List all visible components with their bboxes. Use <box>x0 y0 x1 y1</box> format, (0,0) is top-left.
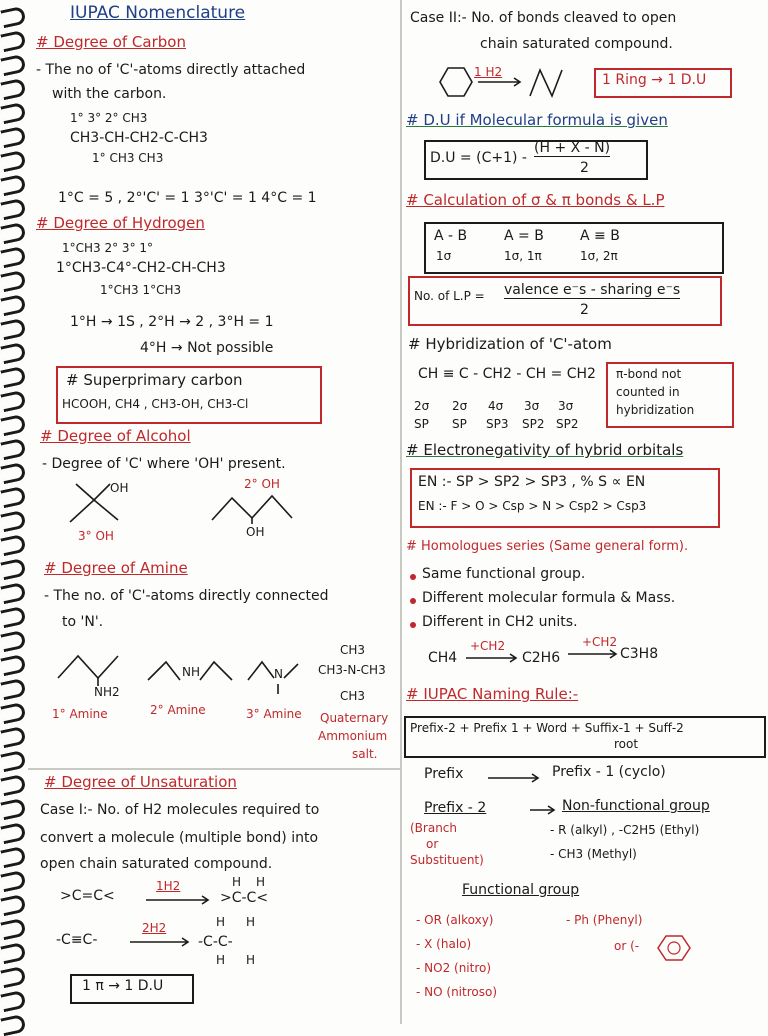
hydrogen-structure-line-2: 1°CH3-C4°-CH2-CH-CH3 <box>56 260 226 276</box>
amine-nh2-label: NH2 <box>94 685 120 699</box>
lone-pair-left: No. of L.P = <box>414 289 485 303</box>
bond-single: A - B <box>434 228 468 244</box>
alkene-product: >C-C< <box>220 890 269 906</box>
bond-single-count: 1σ <box>436 249 452 263</box>
pi-bond-note-line-3: hybridization <box>616 403 695 417</box>
amine-nh-label: NH <box>182 665 200 679</box>
naming-non-functional-group: Non-functional group <box>562 798 710 814</box>
amine-label-salt: salt. <box>352 747 378 761</box>
amine-label-primary: 1° Amine <box>52 707 108 721</box>
homolog-ch4: CH4 <box>428 650 458 666</box>
bond-triple: A ≡ B <box>580 228 620 244</box>
spiral-ring <box>0 318 26 340</box>
page-title: IUPAC Nomenclature <box>70 3 246 23</box>
naming-prefix: Prefix <box>424 766 464 782</box>
carbon-summary: 1°C = 5 , 2°'C' = 1 3°'C' = 1 4°C = 1 <box>58 190 317 206</box>
spiral-ring <box>0 102 26 124</box>
hybridization-4: SP2 <box>522 417 545 431</box>
sigma-count-3: 4σ <box>488 399 504 413</box>
lone-pair-denominator: 2 <box>580 302 589 318</box>
spiral-ring <box>0 462 26 484</box>
amine-label-ammonium: Ammonium <box>318 729 388 743</box>
bond-double: A = B <box>504 228 544 244</box>
spiral-ring <box>0 246 26 268</box>
pi-bond-note-line-1: π-bond not <box>616 367 682 381</box>
sigma-count-4: 3σ <box>524 399 540 413</box>
bullet <box>410 574 416 580</box>
alkene-reactant: >C=C< <box>60 888 115 904</box>
spiral-ring <box>0 846 26 868</box>
alkyne-product-h-2: H <box>246 915 256 929</box>
alkyne-product-h-3: H <box>216 953 226 967</box>
hydrogen-summary: 1°H → 1S , 2°H → 2 , 3°H = 1 <box>70 314 274 330</box>
spiral-ring <box>0 54 26 76</box>
spiral-ring <box>0 390 26 412</box>
spiral-ring <box>0 294 26 316</box>
heading-degree-of-carbon: # Degree of Carbon <box>36 33 186 51</box>
heading-homologous-series: # Homologues series (Same general form). <box>406 539 689 554</box>
cyclohexane-ring-opening <box>434 66 574 106</box>
alkyne-product-h-1: H <box>216 915 226 929</box>
spiral-ring <box>0 630 26 652</box>
carbon-structure-line-3: 1° CH3 CH3 <box>92 151 164 165</box>
naming-branch-line-2: or <box>426 837 439 851</box>
homologous-point-1: Same functional group. <box>422 566 586 582</box>
phenyl-or: or (- <box>614 939 640 953</box>
heading-electronegativity: # Electronegativity of hybrid orbitals <box>406 441 684 459</box>
spiral-ring <box>0 726 26 748</box>
alcohol-3-oh-label: 3° OH <box>78 529 114 543</box>
pi-bond-note-line-2: counted in <box>616 385 680 399</box>
spiral-ring <box>0 174 26 196</box>
amine-definition-line-1: - The no. of 'C'-atoms directly connected <box>44 588 329 604</box>
alkyne-reactant: -C≡C- <box>56 932 98 948</box>
spiral-ring <box>0 750 26 772</box>
hybridization-2: SP <box>452 417 467 431</box>
spiral-ring <box>0 894 26 916</box>
carbon-structure-line-1: 1° 3° 2° CH3 <box>70 111 148 125</box>
case2-line-1: Case II:- No. of bonds cleaved to open <box>410 10 677 26</box>
spiral-ring <box>0 342 26 364</box>
spiral-ring <box>0 438 26 460</box>
spiral-ring <box>0 678 26 700</box>
bonds-table-box <box>424 222 724 274</box>
carbon-structure-line-2: CH3-CH-CH2-C-CH3 <box>70 130 208 146</box>
du-formula-denominator: 2 <box>580 160 589 176</box>
section-divider <box>28 768 400 770</box>
homologous-point-3: Different in CH2 units. <box>422 614 578 630</box>
alkyne-reagent: 2H2 <box>142 921 167 935</box>
bullet <box>410 598 416 604</box>
hybridization-1: SP <box>414 417 429 431</box>
spiral-ring <box>0 774 26 796</box>
spiral-ring <box>0 126 26 148</box>
homolog-arrow-1 <box>466 654 526 664</box>
homologous-point-2: Different molecular formula & Mass. <box>422 590 676 606</box>
sigma-count-2: 2σ <box>452 399 468 413</box>
quaternary-formula-middle: CH3-N-CH3 <box>318 663 386 677</box>
pi-rule: 1 π → 1 D.U <box>82 978 164 994</box>
case2-reagent: 1 H2 <box>474 65 503 79</box>
alkene-product-h-1: H <box>232 875 242 889</box>
naming-alkyl-line-2: - CH3 (Methyl) <box>550 847 637 861</box>
heading-degree-of-alcohol: # Degree of Alcohol <box>40 427 191 445</box>
naming-prefix-2: Prefix - 2 <box>424 800 487 816</box>
alkyne-product-h-4: H <box>246 953 256 967</box>
spiral-ring <box>0 966 26 988</box>
quaternary-formula-top: CH3 <box>340 643 366 657</box>
alcohol-definition: - Degree of 'C' where 'OH' present. <box>42 456 286 472</box>
spiral-ring <box>0 990 26 1012</box>
spiral-ring <box>0 414 26 436</box>
spiral-ring <box>0 918 26 940</box>
functional-group-4: - NO (nitroso) <box>416 985 497 999</box>
hybridization-3: SP3 <box>486 417 509 431</box>
unsaturation-case1-line-1: Case I:- No. of H2 molecules required to <box>40 802 320 818</box>
naming-rule-root: root <box>614 737 639 751</box>
homolog-c2h6: C2H6 <box>522 650 561 666</box>
benzene-ring-icon <box>656 934 696 964</box>
electronegativity-line-1: EN :- SP > SP2 > SP3 , % S ∝ EN <box>418 474 646 490</box>
bond-double-count: 1σ, 1π <box>504 249 542 263</box>
homolog-step-2: +CH2 <box>582 635 618 649</box>
spiral-ring <box>0 510 26 532</box>
heading-iupac-naming-rule: # IUPAC Naming Rule:- <box>406 685 579 703</box>
alcohol-oh-label-2: OH <box>246 525 265 539</box>
amine-label-tertiary: 3° Amine <box>246 707 302 721</box>
heading-du-formula: # D.U if Molecular formula is given <box>406 111 668 129</box>
bond-triple-count: 1σ, 2π <box>580 249 618 263</box>
superprimary-examples: HCOOH, CH4 , CH3-OH, CH3-Cl <box>62 397 249 411</box>
amine-label-secondary: 2° Amine <box>150 703 206 717</box>
heading-degree-of-hydrogen: # Degree of Hydrogen <box>36 214 205 232</box>
homolog-step-1: +CH2 <box>470 639 506 653</box>
heading-sigma-pi-bonds: # Calculation of σ & π bonds & L.P <box>406 191 665 209</box>
spiral-ring <box>0 150 26 172</box>
naming-branch-line-3: Substituent) <box>410 853 484 867</box>
carbon-definition-line-1: - The no of 'C'-atoms directly attached <box>36 62 306 78</box>
functional-group-3: - NO2 (nitro) <box>416 961 492 975</box>
du-formula-numerator: (H + X - N) <box>534 140 611 156</box>
du-formula-left: D.U = (C+1) - <box>430 150 527 166</box>
heading-degree-of-unsaturation: # Degree of Unsaturation <box>44 773 237 791</box>
homolog-c3h8: C3H8 <box>620 646 659 662</box>
functional-group-1: - OR (alkoxy) <box>416 913 494 927</box>
spiral-ring <box>0 366 26 388</box>
spiral-ring <box>0 606 26 628</box>
naming-rule: Prefix-2 + Prefix 1 + Word + Suffix-1 + Suff-2 <box>410 721 684 735</box>
naming-prefix-1: Prefix - 1 (cyclo) <box>552 764 666 780</box>
alcohol-oh-label-1: OH <box>110 481 129 495</box>
naming-alkyl-line-1: - R (alkyl) , -C2H5 (Ethyl) <box>550 823 700 837</box>
spiral-ring <box>0 1014 26 1036</box>
carbon-definition-line-2: with the carbon. <box>52 86 167 102</box>
bullet <box>410 622 416 628</box>
spiral-ring <box>0 222 26 244</box>
sigma-count-5: 3σ <box>558 399 574 413</box>
alkene-reagent: 1H2 <box>156 879 181 893</box>
amine-definition-line-2: to 'N'. <box>62 614 104 630</box>
heading-hybridization: # Hybridization of 'C'-atom <box>408 335 612 353</box>
amine-label-quaternary: Quaternary <box>320 711 389 725</box>
spiral-ring <box>0 558 26 580</box>
alkyne-product: -C-C- <box>198 934 233 950</box>
hydrogen-structure-line-3: 1°CH3 1°CH3 <box>100 283 182 297</box>
spiral-ring <box>0 534 26 556</box>
unsaturation-case1-line-2: convert a molecule (multiple bond) into <box>40 830 319 846</box>
functional-group-phenyl: - Ph (Phenyl) <box>566 913 643 927</box>
hybridization-5: SP2 <box>556 417 579 431</box>
lone-pair-numerator: valence e⁻s - sharing e⁻s <box>504 282 681 298</box>
electronegativity-line-2: EN :- F > O > Csp > N > Csp2 > Csp3 <box>418 499 647 513</box>
sigma-count-1: 2σ <box>414 399 430 413</box>
naming-branch-line-1: (Branch <box>410 821 458 835</box>
spiral-ring <box>0 30 26 52</box>
alkene-product-h-2: H <box>256 875 266 889</box>
spiral-ring <box>0 198 26 220</box>
heading-superprimary-carbon: # Superprimary carbon <box>66 371 243 389</box>
spiral-ring <box>0 78 26 100</box>
case2-line-2: chain saturated compound. <box>480 36 673 52</box>
primary-amine-skeleton <box>56 648 126 688</box>
spiral-ring <box>0 822 26 844</box>
hybridization-chain: CH ≡ C - CH2 - CH = CH2 <box>418 366 596 382</box>
spiral-ring <box>0 270 26 292</box>
prefix-2-arrow <box>530 806 560 816</box>
spiral-ring <box>0 6 26 28</box>
ring-rule: 1 Ring → 1 D.U <box>602 72 707 88</box>
column-divider <box>400 0 402 1024</box>
heading-degree-of-amine: # Degree of Amine <box>44 559 188 577</box>
spiral-ring <box>0 486 26 508</box>
spiral-ring <box>0 870 26 892</box>
hydrogen-note: 4°H → Not possible <box>140 340 274 356</box>
quaternary-formula-bottom: CH3 <box>340 689 366 703</box>
alcohol-2-oh-label: 2° OH <box>244 477 280 491</box>
unsaturation-case1-line-3: open chain saturated compound. <box>40 856 273 872</box>
spiral-ring <box>0 942 26 964</box>
naming-functional-group: Functional group <box>462 882 580 898</box>
prefix-arrow <box>488 774 544 784</box>
amine-n-label: N <box>274 667 283 681</box>
spiral-ring <box>0 582 26 604</box>
alkene-reaction-arrow <box>146 896 216 906</box>
spiral-ring <box>0 702 26 724</box>
functional-group-2: - X (halo) <box>416 937 472 951</box>
spiral-ring <box>0 654 26 676</box>
alkyne-reaction-arrow <box>130 938 200 948</box>
homolog-arrow-2 <box>568 650 628 660</box>
spiral-binding <box>0 0 30 1024</box>
hydrogen-structure-line-1: 1°CH3 2° 3° 1° <box>62 241 154 255</box>
spiral-ring <box>0 798 26 820</box>
